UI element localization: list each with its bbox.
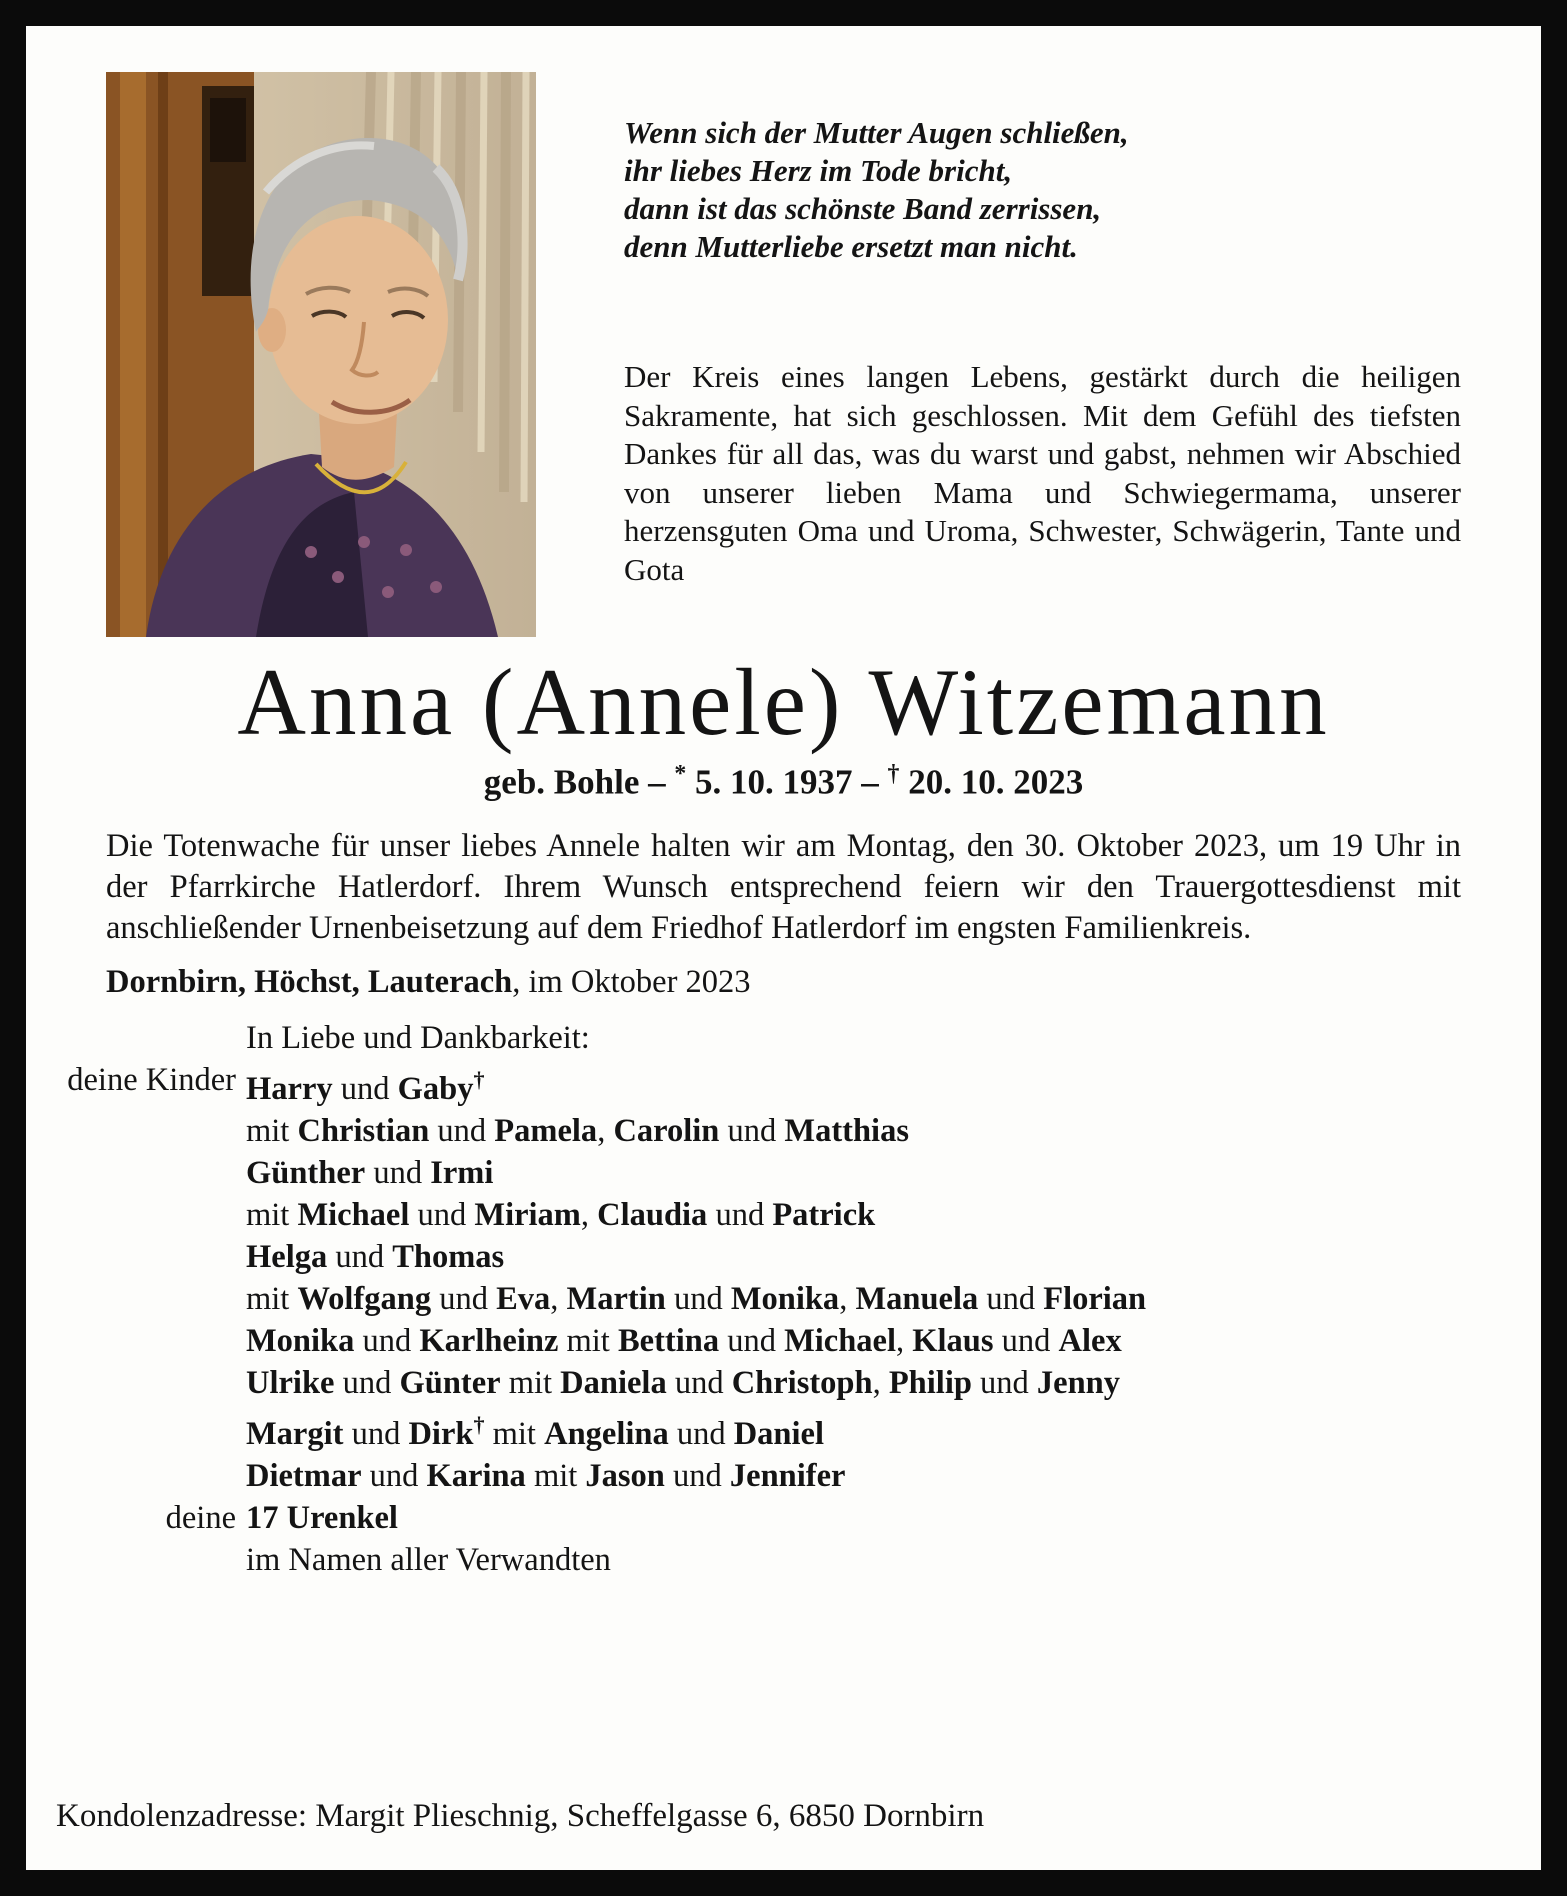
text-segment: Matthias	[784, 1113, 909, 1150]
family-line	[106, 1278, 1461, 1320]
text-segment: Irmi	[430, 1155, 494, 1192]
text-segment: mit	[246, 1197, 298, 1234]
intro-paragraph: Der Kreis eines langen Lebens, gestärkt durch die heiligen Sakramente, hat sich geschlossen. Mit dem Gefühl des tiefsten Dankes für all das, was du warst und gabst, nehmen wir Abschied von unserer lieben Mama und Schwiegermama, unserer herzensguten Oma und Uroma, Schwester, Schwägerin, Tante und Gota	[624, 359, 1461, 587]
text-segment: †	[473, 1067, 485, 1093]
text-segment: Dirk	[408, 1416, 474, 1453]
text-segment: mit	[246, 1281, 298, 1318]
text-segment: Christoph	[731, 1365, 873, 1402]
text-segment: Florian	[1043, 1281, 1147, 1318]
text-segment: Bettina	[617, 1323, 720, 1360]
text-segment: und	[354, 1323, 420, 1360]
text-segment: Dietmar	[246, 1458, 362, 1495]
obituary-content	[26, 26, 1541, 1870]
text-segment: Gaby	[397, 1071, 474, 1108]
text-segment: und	[666, 1365, 732, 1402]
text-segment: †	[473, 1412, 485, 1438]
family-line	[106, 1194, 1461, 1236]
memorial-poem	[624, 114, 1461, 266]
text-segment: und	[343, 1416, 409, 1453]
text-segment: mit	[500, 1365, 561, 1402]
text-segment: 5. 10. 1937 –	[686, 762, 888, 802]
text-segment: Manuela	[855, 1281, 979, 1318]
family-lines	[67, 1059, 1461, 1581]
text-segment: und	[978, 1281, 1044, 1318]
family-heading: In Liebe und Dankbarkeit:	[246, 1020, 590, 1057]
text-segment: Patrick	[772, 1197, 876, 1234]
text-segment: und	[665, 1281, 731, 1318]
text-segment: Michael	[784, 1323, 896, 1360]
family-line	[106, 1539, 1461, 1581]
text-segment: Monika	[246, 1323, 355, 1360]
text-segment: Harry	[246, 1071, 333, 1108]
family-line-prefix: deine Kinder	[67, 1062, 236, 1099]
text-segment: mit	[484, 1416, 545, 1453]
family-line	[106, 1236, 1461, 1278]
text-segment: und	[664, 1458, 730, 1495]
text-segment: und	[327, 1239, 393, 1276]
text-segment: Karina	[426, 1458, 526, 1495]
text-segment: mit	[246, 1113, 298, 1150]
text-segment: Angelina	[544, 1416, 669, 1453]
text-segment: , im Oktober 2023	[512, 964, 751, 1001]
text-segment: und	[668, 1416, 734, 1453]
text-segment: und	[719, 1323, 785, 1360]
family-line	[106, 1455, 1461, 1497]
poem-line: dann ist das schönste Band zerrissen,	[624, 191, 1102, 226]
text-segment: Christian	[297, 1113, 430, 1150]
family-line	[106, 1497, 1461, 1539]
text-segment: Eva	[496, 1281, 551, 1318]
text-segment: 20. 10. 2023	[899, 762, 1084, 802]
text-segment: Claudia	[597, 1197, 708, 1234]
right-column	[624, 72, 1461, 637]
text-segment: Philip	[888, 1365, 972, 1402]
text-segment: und	[365, 1155, 431, 1192]
text-segment: Karlheinz	[419, 1323, 559, 1360]
family-line	[106, 1152, 1461, 1194]
text-segment: ,	[872, 1365, 889, 1402]
text-segment: und	[707, 1197, 773, 1234]
text-segment: ,	[580, 1197, 598, 1234]
text-segment: ,	[597, 1113, 614, 1150]
text-segment: Günther	[246, 1155, 366, 1192]
text-segment: Monika	[730, 1281, 840, 1318]
portrait-photo	[106, 72, 536, 637]
top-section	[106, 72, 1461, 637]
portrait-photo-illustration	[106, 72, 536, 637]
text-segment: und	[971, 1365, 1037, 1402]
text-segment: und	[993, 1323, 1059, 1360]
text-segment: Daniel	[733, 1416, 824, 1453]
family-line	[106, 1320, 1461, 1362]
text-segment: Klaus	[912, 1323, 994, 1360]
family-line	[106, 1404, 1461, 1455]
text-segment: und	[332, 1071, 398, 1108]
text-segment: Jennifer	[729, 1458, 846, 1495]
text-segment: Michael	[297, 1197, 410, 1234]
text-segment: und	[409, 1197, 475, 1234]
birth-death-dates	[56, 761, 1511, 803]
text-segment: 17 Urenkel	[246, 1500, 398, 1537]
text-segment: Alex	[1058, 1323, 1122, 1360]
family-line-prefix: deine	[165, 1500, 236, 1537]
text-segment: Margit	[246, 1416, 344, 1453]
text-segment: geb. Bohle –	[483, 762, 675, 802]
text-segment: Miriam	[474, 1197, 581, 1234]
condolence-address: Kondolenzadresse: Margit Plieschnig, Scheffelgasse 6, 6850 Dornbirn	[56, 1798, 985, 1834]
text-segment: *	[674, 760, 687, 787]
text-segment: ,	[550, 1281, 567, 1318]
poem-line: Wenn sich der Mutter Augen schließen,	[624, 115, 1129, 150]
text-segment: und	[431, 1281, 497, 1318]
text-segment: Martin	[566, 1281, 666, 1318]
text-segment: und	[429, 1113, 495, 1150]
text-segment: ,	[896, 1323, 913, 1360]
text-segment: ,	[839, 1281, 856, 1318]
family-line	[106, 1110, 1461, 1152]
text-segment: Pamela	[494, 1113, 598, 1150]
text-segment: †	[887, 760, 900, 787]
poem-line: ihr liebes Herz im Tode bricht,	[624, 153, 1013, 188]
announcement-paragraph: Die Totenwache für unser liebes Annele halten wir am Montag, den 30. Oktober 2023, um 19 Uhr in der Pfarrkirche Hatlerdorf. Ihrem Wunsch entsprechend feiern wir den Trauergottesdienst mit anschließender Urnenbeisetzung auf dem Friedhof Hatlerdorf im engsten Familienkreis.	[106, 828, 1461, 947]
text-segment: im Namen aller Verwandten	[246, 1542, 611, 1579]
text-segment: Dornbirn, Höchst, Lauterach	[106, 964, 513, 1001]
place-date-line	[106, 962, 1461, 1003]
poem-line: denn Mutterliebe ersetzt man nicht.	[624, 229, 1078, 264]
text-segment: mit	[558, 1323, 618, 1360]
text-segment: mit	[525, 1458, 586, 1495]
text-segment: Wolfgang	[297, 1281, 432, 1318]
text-segment: und	[719, 1113, 785, 1150]
text-segment: Thomas	[392, 1239, 505, 1276]
text-segment: Günter	[399, 1365, 501, 1402]
family-section	[67, 1017, 1461, 1581]
family-line	[106, 1362, 1461, 1404]
text-segment: Ulrike	[246, 1365, 335, 1402]
text-segment: Helga	[246, 1239, 328, 1276]
text-segment: Daniela	[560, 1365, 667, 1402]
text-segment: und	[361, 1458, 427, 1495]
deceased-name: Anna (Annele) Witzemann	[237, 649, 1330, 755]
text-segment: und	[334, 1365, 400, 1402]
text-segment: Jason	[585, 1458, 665, 1495]
text-segment: Carolin	[613, 1113, 720, 1150]
family-line	[67, 1059, 1461, 1110]
text-segment: Jenny	[1036, 1365, 1120, 1402]
